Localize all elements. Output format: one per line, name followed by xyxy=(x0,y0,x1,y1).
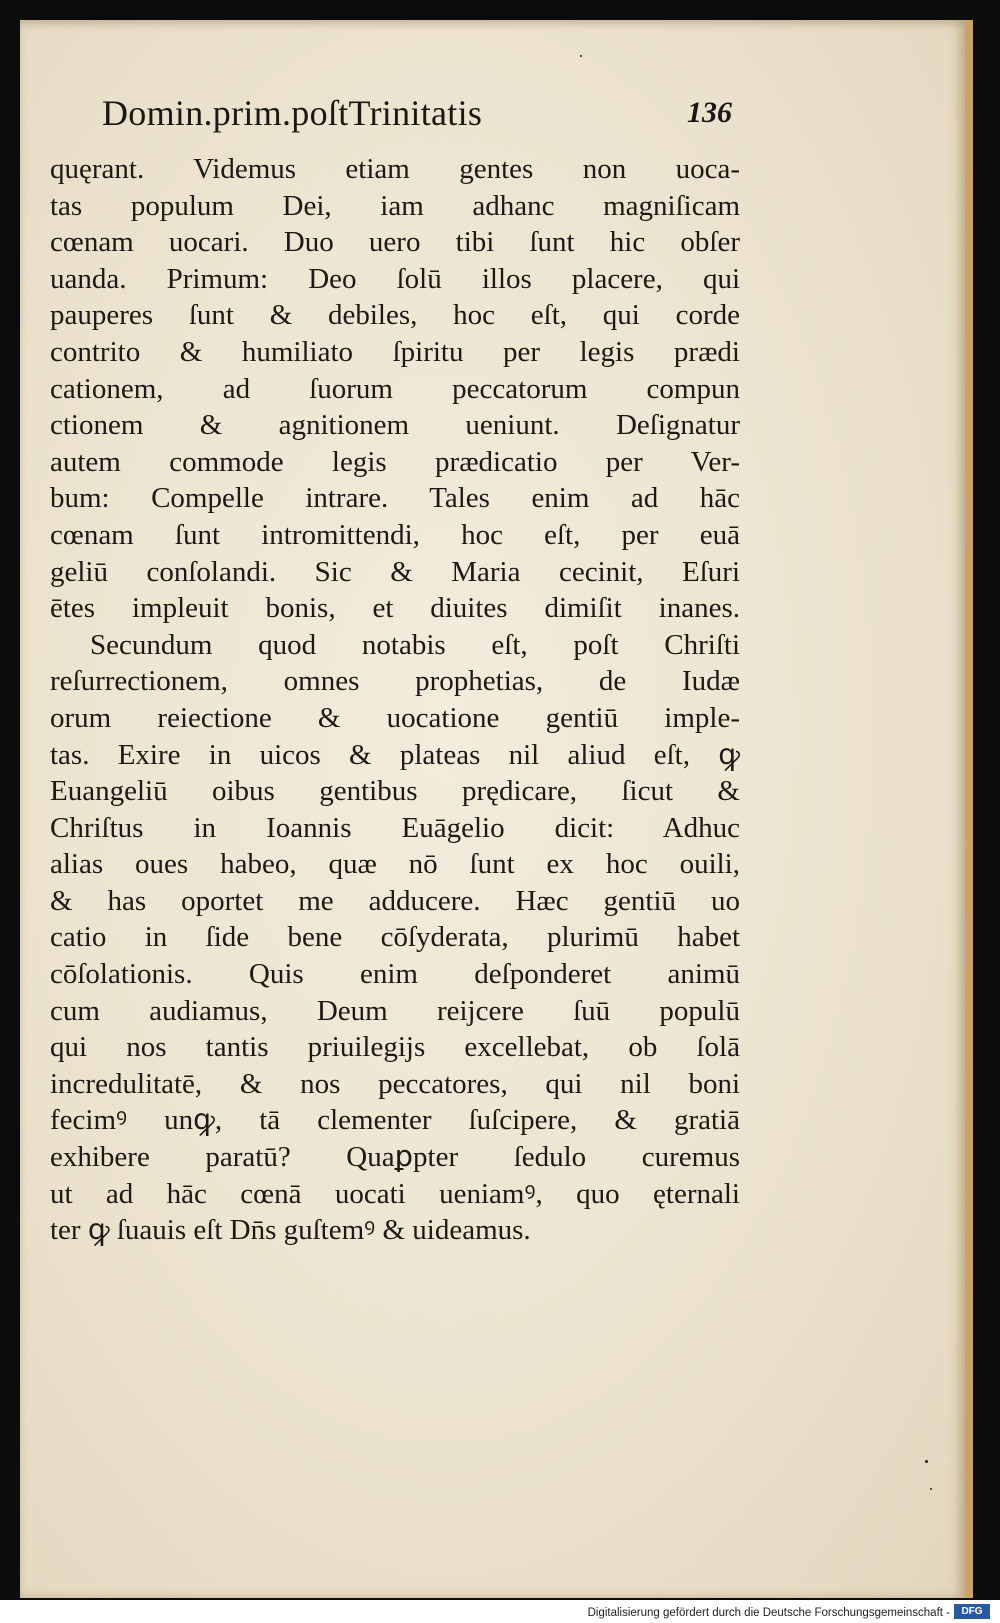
page-number: 136 xyxy=(687,96,732,129)
text-line: geliū conſolandi. Sic & Maria cecinit, Eſuri xyxy=(50,555,740,588)
text-line: tas. Exire in uicos & plateas nil aliud eſt, ꝙ xyxy=(50,738,740,771)
footer-strip xyxy=(0,1600,1000,1623)
text-line: exhibere paratū? Quaꝑpter ſedulo curemus xyxy=(50,1141,740,1174)
book-page xyxy=(20,20,973,1598)
text-line: cationem, ad ſuorum peccatorum compun xyxy=(50,372,740,405)
text-line: cōſolationis. Quis enim deſponderet animū xyxy=(50,958,740,991)
text-line: incredulitatē, & nos peccatores, qui nil boni xyxy=(50,1067,740,1100)
text-line: ter ꝙ ſuauis eſt Dn̄s guſtemꝰ & uideamus. xyxy=(50,1214,531,1247)
text-line: alias oues habeo, quæ nō ſunt ex hoc ouili, xyxy=(50,848,740,881)
text-line: bum: Compelle intrare. Tales enim ad hāc xyxy=(50,482,740,515)
body-text xyxy=(50,151,740,1249)
text-line: qui nos tantis priuilegijs excellebat, ob ſolā xyxy=(50,1031,740,1064)
text-line: autem commode legis prædicatio per Ver- xyxy=(50,445,740,478)
text-line: cum audiamus, Deum reijcere ſuū populū xyxy=(50,994,740,1027)
digitization-credit: Digitalisierung gefördert durch die Deutsche Forschungsgemeinschaft - xyxy=(587,1607,950,1619)
text-line: cœnam uocari. Duo uero tibi ſunt hic obſer xyxy=(50,226,740,259)
text-line: ctionem & agnitionem ueniunt. Deſignatur xyxy=(50,409,740,442)
text-line: Euangeliū oibus gentibus prędicare, ſicut & xyxy=(50,775,740,808)
text-line: orum reiectione & uocatione gentiū imple- xyxy=(50,701,740,734)
text-line: quęrant. Videmus etiam gentes non uoca- xyxy=(50,153,740,185)
text-line: uanda. Primum: Deo ſolū illos placere, qui xyxy=(50,262,740,295)
text-line: catio in ſide bene cōſyderata, plurimū habet xyxy=(50,921,740,954)
ink-speck xyxy=(930,1488,932,1490)
text-line: cœnam ſunt intromittendi, hoc eſt, per euā xyxy=(50,518,740,551)
dfg-logo: DFG xyxy=(954,1604,990,1619)
ink-speck xyxy=(925,1460,928,1463)
running-head xyxy=(102,92,742,142)
text-line: ut ad hāc cœnā uocati ueniamꝰ, quo ęternali xyxy=(50,1177,740,1210)
text-line: fecimꝰ unꝙ, tā clementer ſuſcipere, & gratiā xyxy=(50,1104,740,1137)
text-line: Secundum quod notabis eſt, poſt Chriſti xyxy=(90,628,740,661)
text-line: tas populum Dei, iam adhanc magniſicam xyxy=(50,189,740,222)
text-line: & has oportet me adducere. Hæc gentiū uo xyxy=(50,884,740,917)
text-line: contrito & humiliato ſpiritu per legis prædi xyxy=(50,335,740,368)
text-line: reſurrectionem, omnes prophetias, de Iudæ xyxy=(50,665,740,698)
text-line: Chriſtus in Ioannis Euāgelio dicit: Adhuc xyxy=(50,811,740,844)
text-line: pauperes ſunt & debiles, hoc eſt, qui corde xyxy=(50,299,740,332)
text-line: ētes impleuit bonis, et diuites dimiſit inanes. xyxy=(50,592,740,625)
running-head-title: Domin.prim.poſtTrinitatis xyxy=(102,93,483,133)
ink-speck xyxy=(580,55,582,57)
